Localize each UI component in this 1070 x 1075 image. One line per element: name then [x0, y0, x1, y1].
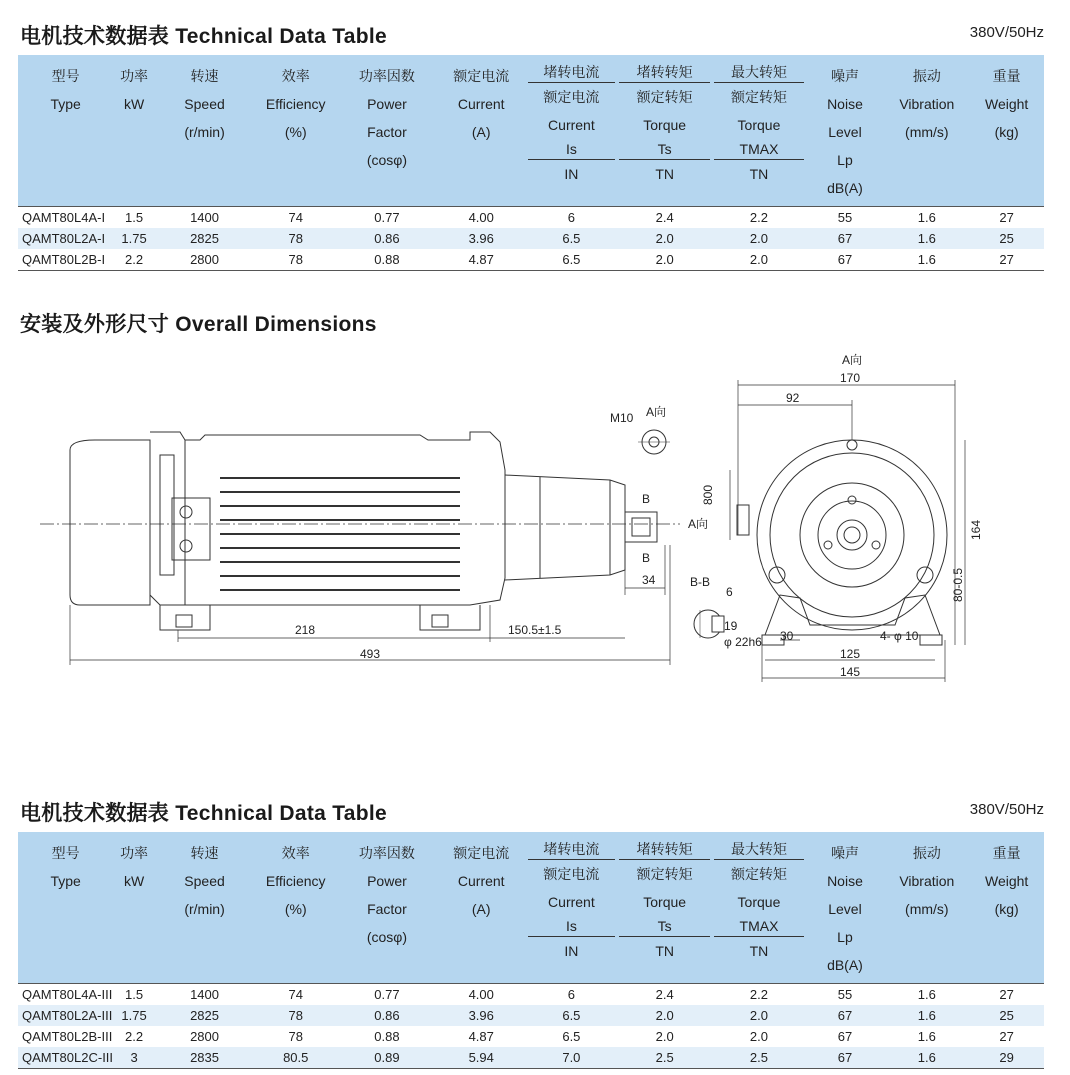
table-cell: 4.87	[437, 249, 526, 271]
table-cell: 2.4	[655, 210, 674, 225]
dimensions-title: 安装及外形尺寸 Overall Dimensions	[20, 313, 377, 336]
col-type: 型号 Type	[18, 832, 113, 984]
table-cell: 27	[999, 1029, 1014, 1044]
table-cell: 2835	[155, 1047, 254, 1069]
table-cell: 6.5	[526, 249, 617, 271]
table-cell: 2.0	[712, 1005, 805, 1026]
col-max-torque: 最大转矩 额定转矩 Torque TMAX TN	[712, 55, 805, 207]
table-cell: 2.0	[617, 249, 712, 271]
dim-170: 170	[840, 371, 861, 385]
dim-30: 30	[780, 629, 794, 643]
dim-145: 145	[840, 665, 861, 679]
table-cell: QAMT80L4A-III	[22, 987, 113, 1002]
table-cell: 2.2	[749, 987, 768, 1002]
table-cell: 67	[806, 1005, 885, 1026]
table2-title: 电机技术数据表 Technical Data Table	[20, 802, 388, 825]
col-locked-current: 堵转电流 额定电流 Current Is IN	[526, 55, 617, 207]
label-a-dir: A向	[842, 353, 863, 367]
table-cell: 74	[288, 210, 303, 225]
dim-92: 92	[786, 391, 800, 405]
table-cell: QAMT80L4A-I	[22, 210, 106, 225]
table-cell: 0.88	[337, 249, 436, 271]
table-cell: 67	[806, 249, 885, 271]
table-cell: 2.5	[617, 1047, 712, 1069]
table-cell: 1400	[190, 210, 219, 225]
table-cell: QAMT80L2A-III	[18, 1005, 113, 1026]
m10-detail	[638, 430, 670, 454]
table1-voltage: 380V/50Hz	[969, 24, 1044, 41]
table-cell: 2.2	[125, 1029, 144, 1044]
table-cell: 2800	[155, 249, 254, 271]
table-cell: 27	[999, 987, 1014, 1002]
col-efficiency: 效率 Efficiency (%)	[254, 832, 337, 984]
label-m10: M10	[610, 411, 634, 425]
col-speed: 转速 Speed (r/min)	[155, 832, 254, 984]
table-cell: 6	[567, 987, 575, 1002]
table-cell: 2.2	[749, 210, 768, 225]
table-cell: 6.5	[526, 228, 617, 249]
table-cell: 78	[254, 249, 337, 271]
table-cell: 4.00	[468, 987, 494, 1002]
label-b-top: B	[642, 492, 651, 506]
table-cell: 67	[837, 1029, 853, 1044]
table-cell: 1400	[190, 987, 219, 1002]
table-cell: 6.5	[526, 1005, 617, 1026]
table-cell: QAMT80L2A-I	[18, 228, 113, 249]
table-cell: 1.6	[884, 228, 969, 249]
table-cell: 0.86	[337, 1005, 436, 1026]
col-weight: 重量 Weight (kg)	[969, 832, 1044, 984]
table-cell: 0.89	[337, 1047, 436, 1069]
table-cell: 25	[969, 1005, 1044, 1026]
col-power-factor: 功率因数 Power Factor (cosφ)	[337, 55, 436, 207]
table-cell: 6	[567, 210, 575, 225]
dim-800: 800	[701, 484, 715, 505]
table-row	[18, 249, 1044, 271]
col-locked-torque: 堵转转矩 额定转矩 Torque Ts TN	[617, 832, 712, 984]
table-cell: 7.0	[526, 1047, 617, 1069]
table-cell: 2825	[155, 1005, 254, 1026]
table-cell: 27	[969, 249, 1044, 271]
table-cell: 67	[806, 228, 885, 249]
dim-4phi10: 4- φ 10	[880, 629, 919, 643]
table-row	[18, 1026, 1044, 1047]
table-cell: 1.75	[113, 228, 154, 249]
motor-front-view	[730, 440, 947, 645]
dim-6: 6	[726, 585, 733, 599]
overall-dimensions-drawing	[0, 340, 1070, 700]
table-cell: QAMT80L2B-I	[18, 249, 113, 271]
table-cell: 1.6	[884, 249, 969, 271]
technical-data-table-1	[18, 55, 1044, 271]
table-cell: 0.86	[337, 228, 436, 249]
table-cell: 1.75	[113, 1005, 154, 1026]
table-cell: 1.5	[125, 987, 144, 1002]
table-cell: 2.0	[749, 1029, 768, 1044]
table-cell: 1.6	[884, 1005, 969, 1026]
label-b-bottom: B	[642, 551, 651, 565]
table-cell: 78	[254, 1005, 337, 1026]
col-type: 型号 Type	[18, 55, 113, 207]
table-cell: 1.6	[884, 1047, 969, 1069]
table-cell: 2.0	[712, 228, 805, 249]
dim-150: 150.5±1.5	[508, 623, 562, 637]
label-a-dir-small: A向	[646, 405, 667, 419]
dim-125: 125	[840, 647, 861, 661]
col-current: 额定电流 Current (A)	[437, 55, 526, 207]
table-header-row	[18, 55, 1044, 207]
table-cell: 1.5	[125, 210, 144, 225]
table1-title: 电机技术数据表 Technical Data Table	[20, 25, 388, 48]
table-cell: 2825	[155, 228, 254, 249]
table-cell: 4.00	[468, 210, 494, 225]
col-locked-current: 堵转电流 额定电流 Current Is IN	[526, 832, 617, 984]
table-cell: 2.0	[617, 1005, 712, 1026]
table-cell: 2.0	[712, 249, 805, 271]
bb-section	[694, 610, 724, 638]
table-cell: 29	[969, 1047, 1044, 1069]
dim-22: φ 22h6	[724, 635, 762, 649]
table-cell: 0.77	[374, 210, 400, 225]
col-locked-torque: 堵转转矩 额定转矩 Torque Ts TN	[617, 55, 712, 207]
table-cell: 2.4	[655, 987, 674, 1002]
table-row	[18, 1047, 1044, 1069]
table-cell: 2800	[190, 1029, 219, 1044]
col-noise: 噪声 Noise Level Lp dB(A)	[806, 832, 885, 984]
table-cell: 80.5	[254, 1047, 337, 1069]
table-cell: 67	[806, 1047, 885, 1069]
table2-voltage: 380V/50Hz	[969, 801, 1044, 818]
technical-data-table-2	[18, 832, 1044, 1069]
table-cell: QAMT80L2B-III	[22, 1029, 113, 1044]
table-cell: 1.6	[917, 1029, 936, 1044]
table-cell: 2.0	[617, 228, 712, 249]
motor-side-view	[70, 432, 657, 630]
table-cell: 74	[288, 987, 303, 1002]
dim-218: 218	[295, 623, 316, 637]
front-view-dimension-lines	[738, 380, 965, 682]
table-row	[18, 228, 1044, 249]
dim-19: 19	[724, 619, 738, 633]
col-max-torque: 最大转矩 额定转矩 Torque TMAX TN	[712, 832, 805, 984]
table-row	[18, 984, 1044, 1006]
table-cell: 2.5	[712, 1047, 805, 1069]
table-cell: 78	[254, 228, 337, 249]
dim-493: 493	[360, 647, 381, 661]
table-cell: 1.6	[917, 210, 936, 225]
dim-164: 164	[969, 519, 983, 540]
table-cell: 25	[969, 228, 1044, 249]
col-speed: 转速 Speed (r/min)	[155, 55, 254, 207]
table-cell: QAMT80L2C-III	[18, 1047, 113, 1069]
table-cell: 27	[999, 210, 1014, 225]
dim-80: 80-0.5	[951, 567, 965, 602]
table-row	[18, 1005, 1044, 1026]
table-cell: 5.94	[437, 1047, 526, 1069]
table-cell: 4.87	[468, 1029, 494, 1044]
table-header-row	[18, 832, 1044, 984]
col-weight: 重量 Weight (kg)	[969, 55, 1044, 207]
table-cell: 3	[113, 1047, 154, 1069]
table-cell: 0.88	[374, 1029, 400, 1044]
table-cell: 2.2	[113, 249, 154, 271]
table-cell: 55	[837, 987, 853, 1002]
table-cell: 1.6	[917, 987, 936, 1002]
col-efficiency: 效率 Efficiency (%)	[254, 55, 337, 207]
col-power: 功率 kW	[113, 55, 154, 207]
col-current: 额定电流 Current (A)	[437, 832, 526, 984]
dim-34: 34	[642, 573, 656, 587]
col-vibration: 振动 Vibration (mm/s)	[884, 832, 969, 984]
label-bb: B-B	[690, 575, 711, 589]
table-cell: 0.77	[374, 987, 400, 1002]
table-cell: 2.0	[655, 1029, 674, 1044]
table-cell: 55	[837, 210, 853, 225]
col-vibration: 振动 Vibration (mm/s)	[884, 55, 969, 207]
label-a-dir-side: A向	[688, 517, 709, 531]
table-cell: 78	[288, 1029, 303, 1044]
col-noise: 噪声 Noise Level Lp dB(A)	[806, 55, 885, 207]
table-cell: 3.96	[437, 228, 526, 249]
col-power: 功率 kW	[113, 832, 154, 984]
col-power-factor: 功率因数 Power Factor (cosφ)	[337, 832, 436, 984]
table-cell: 3.96	[437, 1005, 526, 1026]
table-row	[18, 207, 1044, 229]
table-cell: 6.5	[562, 1029, 581, 1044]
